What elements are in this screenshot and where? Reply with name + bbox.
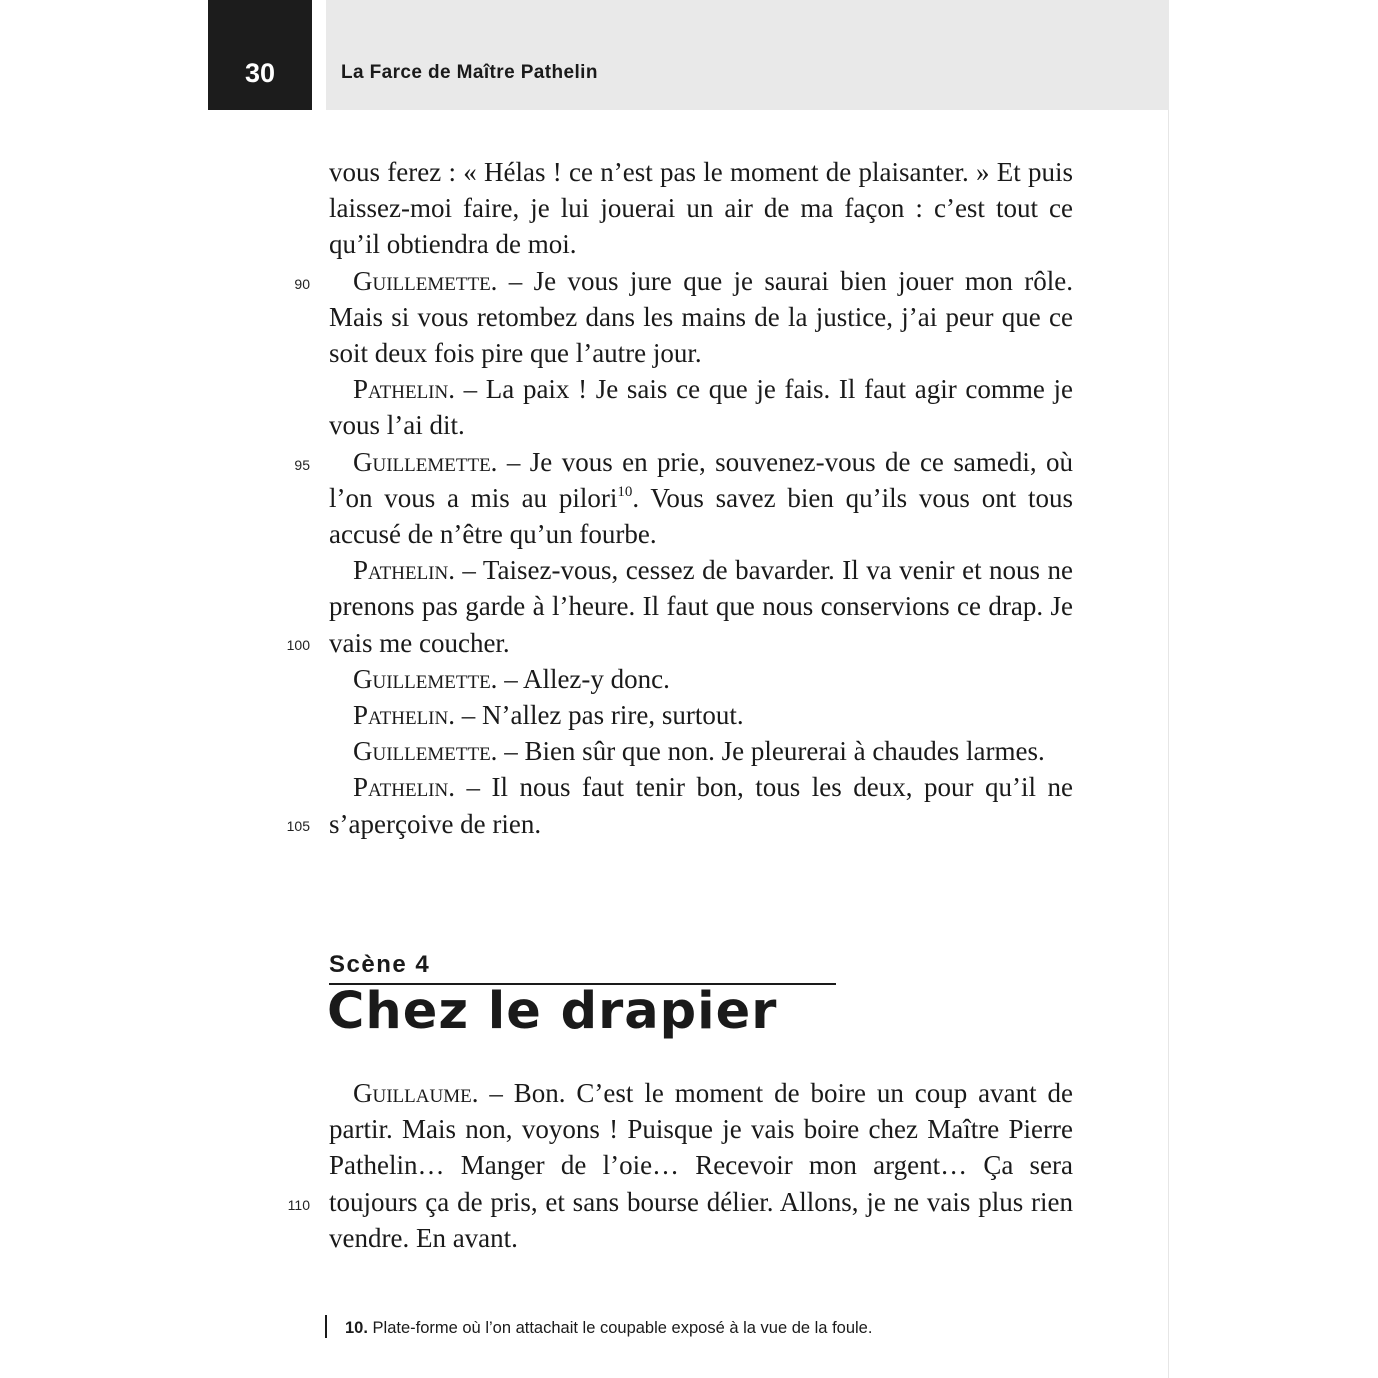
line-number: 90 [294,276,310,292]
speech: – Bon. C’est le moment de boire un coup avant de partir. Mais non, voyons ! Puisque je vais boire chez Maître Pierre Pathelin… Manger de l’oie… Recevoir mon argent… Ça sera toujours ça de pris, et sans bourse délier. Allons, je ne vais plus rien vendre. En avant. [329,1078,1073,1253]
speech: . Vous savez bien qu’ils vous ont tous accusé de n’être qu’un fourbe. [329,482,1073,550]
speaker-name: Pathelin. [353,772,455,803]
paragraph [329,552,1073,661]
paragraph [329,371,1073,443]
speaker-name: Pathelin. [353,374,455,405]
footnote [345,1319,872,1338]
paragraph [329,1075,1073,1256]
speaker-name: Pathelin. [353,700,455,731]
line-number: 95 [294,457,310,473]
footnote-ref[interactable]: 10 [617,483,633,500]
footnote-bar [325,1315,327,1338]
dialogue-text [329,154,1073,842]
scene-text [329,1075,1073,1256]
speech: – Je vous jure que je saurai bien jouer mon rôle. Mais si vous retombez dans les mains de la justice, j’ai peur que ce soit deux fois pire que l’autre jour. [329,265,1073,369]
book-title: La Farce de Maître Pathelin [341,62,598,83]
paragraph [329,263,1073,372]
speaker-name: Guillemette. [353,663,498,694]
speech: – La paix ! Je sais ce que je fais. Il faut agir comme je vous l’ai dit. [329,374,1073,441]
paragraph [329,733,1073,769]
paragraph: vous ferez : « Hélas ! ce n’est pas le moment de plaisanter. » Et puis laissez-moi faire, je lui jouerai un air de ma façon : c’est tout ce qu’il obtiendra de moi. [329,157,1073,260]
page-number: 30 [208,0,312,110]
speech: – Taisez-vous, cessez de bavarder. Il va venir et nous ne prenons pas garde à l’heure. Il faut que nous conservions ce drap. Je vais me coucher. [329,555,1073,658]
speech: – Je vous en prie, souvenez-vous de ce samedi, où l’on vous a mis au pilori [329,446,1073,513]
page-edge [1168,0,1169,1378]
speaker-name: Guillaume. [353,1078,479,1108]
speech: – Il nous faut tenir bon, tous les deux, pour qu’il ne s’aperçoive de rien. [329,772,1073,839]
paragraph [329,661,1073,697]
paragraph [329,444,1073,553]
line-number: 110 [287,1197,310,1213]
speech: – N’allez pas rire, surtout. [454,700,744,731]
footnote-number: 10. [345,1319,368,1337]
scene-label: Scène 4 [329,951,431,978]
speech: – Bien sûr que non. Je pleurerai à chaudes larmes. [497,736,1045,767]
speaker-name: Guillemette. [353,265,498,296]
line-number: 100 [286,637,310,653]
speaker-name: Guillemette. [353,736,498,767]
paragraph [329,697,1073,733]
line-number: 105 [286,818,310,834]
speech: – Allez-y donc. [497,663,670,694]
scene-title: Chez le drapier [327,982,778,1041]
running-header [326,0,1169,110]
speaker-name: Guillemette. [353,446,498,477]
paragraph [329,769,1073,841]
footnote-text: Plate-forme où l’on attachait le coupable exposé à la vue de la foule. [367,1319,873,1337]
speaker-name: Pathelin. [353,555,455,586]
